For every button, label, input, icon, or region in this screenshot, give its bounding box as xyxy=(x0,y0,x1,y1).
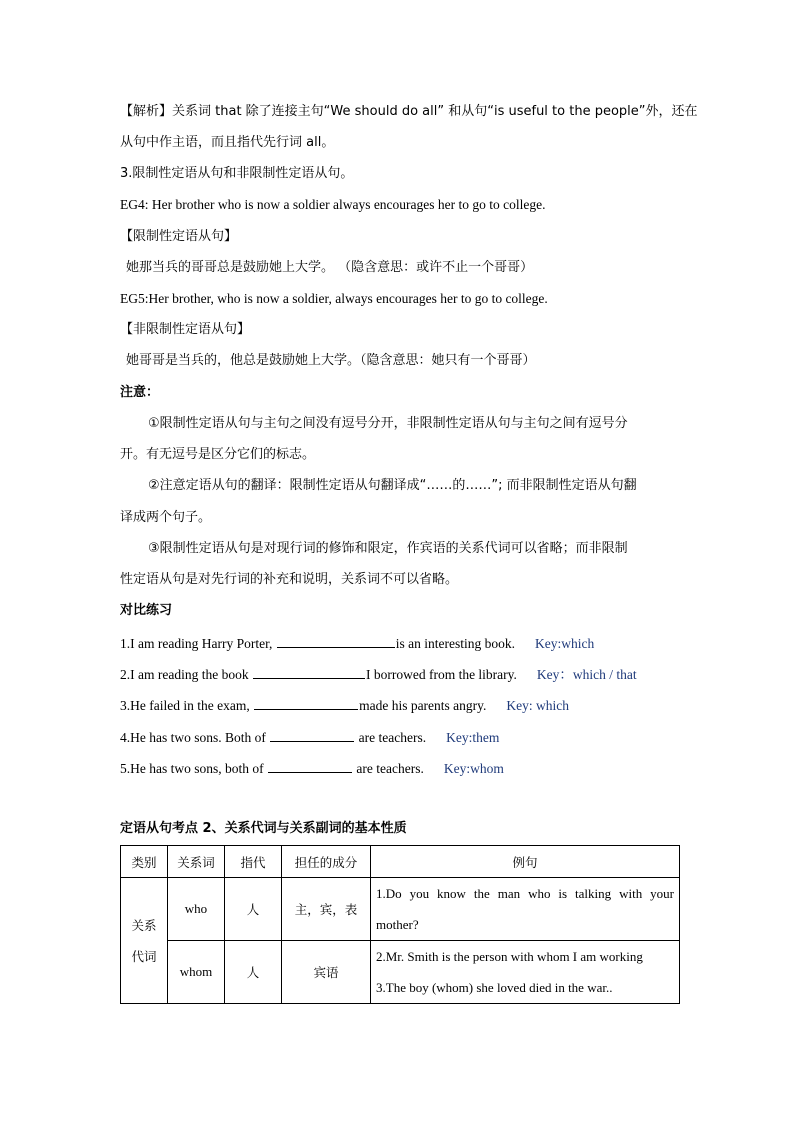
word-cell: whom xyxy=(168,941,225,1004)
table-row xyxy=(121,941,680,1004)
practice-5-key: Key:whom xyxy=(443,761,504,776)
practice-3-before: 3.He failed in the exam, xyxy=(120,698,254,713)
example-line: 3.The boy (whom) she loved died in the war.. xyxy=(376,980,613,995)
example-cell: 1.Do you know the man who is talking with your mother? xyxy=(371,878,680,941)
role-cell: 主，宾，表 xyxy=(282,878,371,941)
practice-2-key: Key：which / that xyxy=(536,667,637,682)
table-header-row xyxy=(121,846,680,878)
practice-item-5 xyxy=(120,758,504,778)
analysis-text: 关系词 that 除了连接主句“We should do all” 和从句“is useful to the people”外，还在 xyxy=(172,104,698,119)
answer-blank-2[interactable] xyxy=(253,664,365,679)
analysis-line-1 xyxy=(120,103,698,121)
nonrestrictive-label: 【非限制性定语从句】 xyxy=(120,322,251,337)
section-3-title: 3.限制性定语从句和非限制性定语从句。 xyxy=(120,166,354,181)
practice-2-before: 2.I am reading the book xyxy=(120,667,252,682)
word-cell: who xyxy=(168,878,225,941)
header-category: 类别 xyxy=(121,846,168,878)
practice-item-2 xyxy=(120,664,637,684)
note-3-line-2: 性定语从句是对先行词的补充和说明，关系词不可以省略。 xyxy=(120,572,459,587)
category-cell: 关系代词 xyxy=(121,878,168,1004)
note-1-line-1: ①限制性定语从句与主句之间没有逗号分开，非限制性定语从句与主句之间有逗号分 xyxy=(148,416,628,431)
answer-blank-3[interactable] xyxy=(254,695,358,710)
header-role: 担任的成分 xyxy=(282,846,371,878)
practice-5-after: are teachers. xyxy=(353,761,424,776)
practice-item-3 xyxy=(120,695,569,715)
table-row xyxy=(121,878,680,941)
header-refers-to: 指代 xyxy=(225,846,282,878)
restrictive-translation: 她那当兵的哥哥总是鼓励她上大学。 （隐含意思：或许不止一个哥哥） xyxy=(126,260,534,275)
practice-2-after: I borrowed from the library. xyxy=(365,667,517,682)
role-cell: 宾语 xyxy=(282,941,371,1004)
header-example: 例句 xyxy=(371,846,680,878)
relative-words-table xyxy=(120,845,680,1004)
analysis-label: 【解析】 xyxy=(120,104,173,119)
practice-item-1 xyxy=(120,633,594,653)
practice-1-before: 1.I am reading Harry Porter, xyxy=(120,636,276,651)
note-title: 注意： xyxy=(120,385,160,400)
practice-5-before: 5.He has two sons, both of xyxy=(120,761,267,776)
answer-blank-1[interactable] xyxy=(277,633,395,648)
example-eg5: EG5:Her brother, who is now a soldier, always encourages her to go to college. xyxy=(120,291,548,306)
practice-1-key: Key:which xyxy=(535,636,595,651)
refers-cell: 人 xyxy=(225,878,282,941)
restrictive-label: 【限制性定语从句】 xyxy=(120,229,238,244)
practice-title: 对比练习 xyxy=(120,603,173,618)
table-title: 定语从句考点 2、关系代词与关系副词的基本性质 xyxy=(120,821,407,836)
header-relative-word: 关系词 xyxy=(168,846,225,878)
analysis-line-2: 从句中作主语，而且指代先行词 all。 xyxy=(120,135,335,150)
practice-1-after: is an interesting book. xyxy=(395,636,516,651)
example-line: 2.Mr. Smith is the person with whom I am working xyxy=(376,949,643,964)
example-eg4: EG4: Her brother who is now a soldier always encourages her to go to college. xyxy=(120,197,546,212)
note-3-line-1: ③限制性定语从句是对现行词的修饰和限定，作宾语的关系代词可以省略；而非限制 xyxy=(148,541,628,556)
practice-3-key: Key: which xyxy=(506,698,570,713)
answer-blank-4[interactable] xyxy=(270,727,354,742)
practice-4-key: Key:them xyxy=(446,730,500,745)
nonrestrictive-translation: 她哥哥是当兵的，他总是鼓励她上大学。（隐含意思：她只有一个哥哥） xyxy=(126,353,536,368)
note-2-line-1: ②注意定语从句的翻译：限制性定语从句翻译成“……的……”; 而非限制性定语从句翻 xyxy=(148,478,637,493)
example-cell xyxy=(371,941,680,1004)
note-1-line-2: 开。有无逗号是区分它们的标志。 xyxy=(120,447,316,462)
practice-item-4 xyxy=(120,727,499,747)
refers-cell: 人 xyxy=(225,941,282,1004)
practice-3-after: made his parents angry. xyxy=(359,698,487,713)
answer-blank-5[interactable] xyxy=(268,758,352,773)
practice-4-before: 4.He has two sons. Both of xyxy=(120,730,270,745)
note-2-line-2: 译成两个句子。 xyxy=(120,510,212,525)
practice-4-after: are teachers. xyxy=(355,730,427,745)
